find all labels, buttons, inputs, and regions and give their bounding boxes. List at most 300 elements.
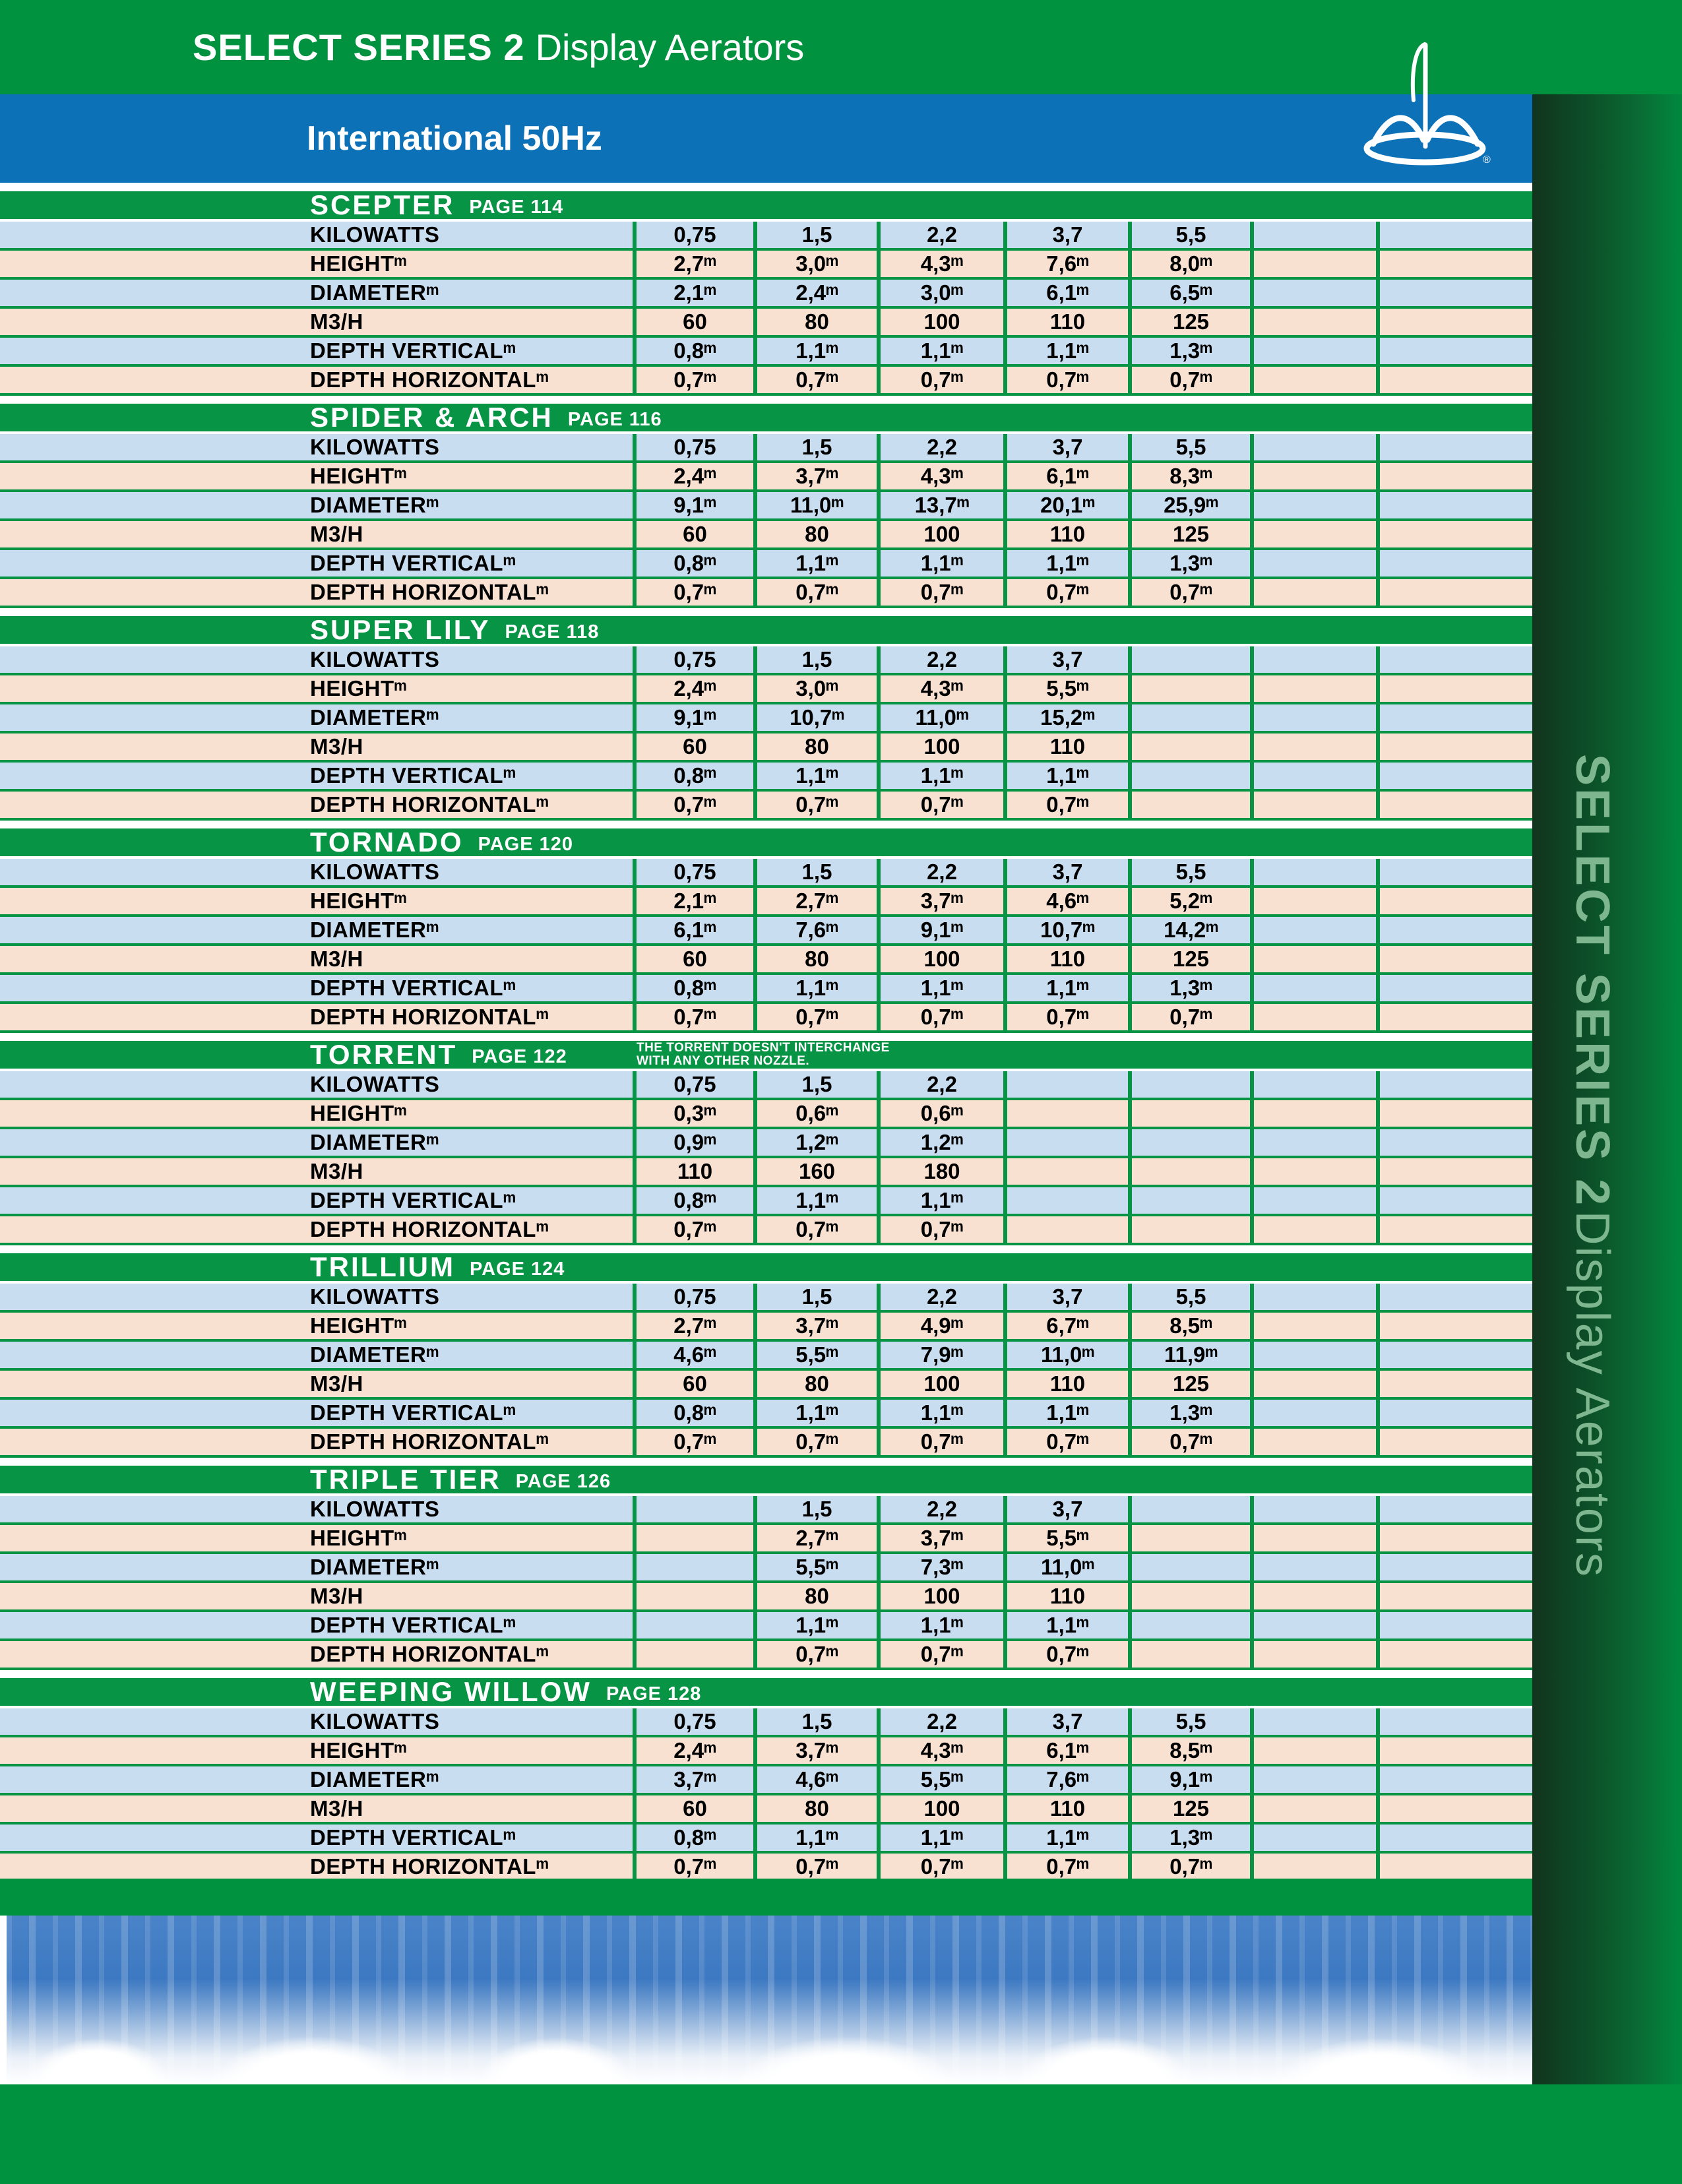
- table-row: [0, 792, 1532, 818]
- section-title: WEEPING WILLOW: [310, 1676, 592, 1707]
- value-cell: [1254, 1187, 1376, 1214]
- row-label: M3/H: [0, 1158, 633, 1185]
- section-triple-tier: [0, 1466, 1532, 1670]
- table-row: [0, 280, 1532, 306]
- value-cell: [1254, 1004, 1376, 1030]
- value-cell: 5,5ᵐ: [1007, 675, 1128, 702]
- value-cell: [1254, 1313, 1376, 1339]
- value-cell: 0,7ᵐ: [637, 1216, 753, 1243]
- value-cell: 9,1ᵐ: [881, 917, 1003, 943]
- table-row: [0, 1612, 1532, 1638]
- value-cell: 1,5: [757, 222, 877, 248]
- value-cell: [1380, 733, 1532, 760]
- value-cell: [637, 1496, 753, 1522]
- table-row: [0, 859, 1532, 885]
- sections: [0, 191, 1532, 1890]
- value-cell: [1380, 434, 1532, 460]
- section-title: TORNADO: [310, 827, 464, 858]
- table-row: [0, 1158, 1532, 1185]
- value-cell: [1254, 1496, 1376, 1522]
- row-label: HEIGHTᵐ: [0, 1100, 633, 1127]
- value-cell: [1132, 1583, 1250, 1609]
- table-row: [0, 1496, 1532, 1522]
- value-cell: 9,1ᵐ: [637, 492, 753, 518]
- value-cell: [1132, 792, 1250, 818]
- row-label: HEIGHTᵐ: [0, 675, 633, 702]
- value-cell: 3,7ᵐ: [757, 1313, 877, 1339]
- value-cell: 80: [757, 946, 877, 972]
- value-cell: 0,8ᵐ: [637, 338, 753, 364]
- value-cell: 7,6ᵐ: [1007, 251, 1128, 277]
- value-cell: 2,7ᵐ: [637, 1313, 753, 1339]
- value-cell: [1254, 975, 1376, 1001]
- value-cell: 0,7ᵐ: [637, 579, 753, 606]
- row-label: M3/H: [0, 1583, 633, 1609]
- value-cell: 100: [881, 521, 1003, 547]
- value-cell: 2,7ᵐ: [757, 1525, 877, 1551]
- value-cell: 0,7ᵐ: [1132, 367, 1250, 393]
- section-page-label: PAGE 124: [469, 1258, 565, 1280]
- value-cell: 2,4ᵐ: [637, 675, 753, 702]
- table-row: [0, 309, 1532, 335]
- value-cell: 110: [637, 1158, 753, 1185]
- value-cell: 0,7ᵐ: [757, 367, 877, 393]
- section-header: [0, 1041, 1532, 1069]
- value-cell: 6,1ᵐ: [637, 917, 753, 943]
- value-cell: [1380, 1129, 1532, 1156]
- value-cell: [1254, 1429, 1376, 1455]
- page-title-bold: SELECT SERIES 2: [193, 26, 525, 68]
- section-page-label: PAGE 118: [505, 621, 600, 642]
- value-cell: 1,5: [757, 1496, 877, 1522]
- row-label: DEPTH HORIZONTALᵐ: [0, 1004, 633, 1030]
- value-cell: 25,9ᵐ: [1132, 492, 1250, 518]
- value-cell: [1007, 1216, 1128, 1243]
- row-label: DEPTH VERTICALᵐ: [0, 1612, 633, 1638]
- value-cell: [1380, 1795, 1532, 1822]
- value-cell: 2,2: [881, 1496, 1003, 1522]
- value-cell: [1254, 463, 1376, 489]
- value-cell: [1254, 222, 1376, 248]
- table-row: [0, 367, 1532, 393]
- value-cell: 3,7: [1007, 859, 1128, 885]
- row-label: DEPTH HORIZONTALᵐ: [0, 1641, 633, 1668]
- value-cell: 2,4ᵐ: [637, 1737, 753, 1764]
- value-cell: [637, 1641, 753, 1668]
- value-cell: 1,5: [757, 1071, 877, 1098]
- value-cell: 3,7: [1007, 222, 1128, 248]
- value-cell: [637, 1583, 753, 1609]
- value-cell: [1380, 521, 1532, 547]
- row-label: KILOWATTS: [0, 1284, 633, 1310]
- value-cell: [1132, 1158, 1250, 1185]
- value-cell: [1254, 280, 1376, 306]
- value-cell: [1380, 1158, 1532, 1185]
- value-cell: 1,1ᵐ: [881, 338, 1003, 364]
- value-cell: 0,7ᵐ: [757, 1429, 877, 1455]
- section-super-lily: [0, 616, 1532, 821]
- value-cell: 0,7ᵐ: [757, 579, 877, 606]
- section-page-label: PAGE 114: [469, 196, 564, 218]
- value-cell: 110: [1007, 733, 1128, 760]
- value-cell: 0,75: [637, 1284, 753, 1310]
- value-cell: [1254, 1825, 1376, 1851]
- value-cell: 0,8ᵐ: [637, 763, 753, 789]
- row-label: DEPTH VERTICALᵐ: [0, 1825, 633, 1851]
- value-cell: [1380, 792, 1532, 818]
- table-row: [0, 1825, 1532, 1851]
- value-cell: 3,0ᵐ: [757, 251, 877, 277]
- water-spray-foam: [7, 1979, 1532, 2084]
- value-cell: 1,1ᵐ: [757, 1825, 877, 1851]
- table-row: [0, 1525, 1532, 1551]
- value-cell: [1132, 1216, 1250, 1243]
- row-label: HEIGHTᵐ: [0, 1737, 633, 1764]
- table-row: [0, 917, 1532, 943]
- row-label: DEPTH VERTICALᵐ: [0, 1400, 633, 1426]
- value-cell: [1380, 251, 1532, 277]
- value-cell: 10,7ᵐ: [1007, 917, 1128, 943]
- value-cell: [1254, 1400, 1376, 1426]
- value-cell: 80: [757, 1583, 877, 1609]
- value-cell: 5,5: [1132, 1708, 1250, 1735]
- value-cell: 1,2ᵐ: [757, 1129, 877, 1156]
- value-cell: 5,5: [1132, 222, 1250, 248]
- value-cell: [1254, 251, 1376, 277]
- value-cell: 0,7ᵐ: [757, 1004, 877, 1030]
- value-cell: 0,7ᵐ: [637, 367, 753, 393]
- value-cell: 1,1ᵐ: [757, 1187, 877, 1214]
- value-cell: [1254, 733, 1376, 760]
- value-cell: 5,5ᵐ: [1007, 1525, 1128, 1551]
- section-tornado: [0, 828, 1532, 1033]
- table-row: [0, 1342, 1532, 1368]
- value-cell: 110: [1007, 1795, 1128, 1822]
- value-cell: 0,7ᵐ: [757, 1216, 877, 1243]
- value-cell: 60: [637, 1795, 753, 1822]
- value-cell: [1254, 367, 1376, 393]
- value-cell: [1380, 1004, 1532, 1030]
- value-cell: 0,7ᵐ: [881, 579, 1003, 606]
- table-row: [0, 1071, 1532, 1098]
- value-cell: 3,0ᵐ: [757, 675, 877, 702]
- value-cell: 160: [757, 1158, 877, 1185]
- value-cell: 2,4ᵐ: [757, 280, 877, 306]
- value-cell: 1,1ᵐ: [881, 550, 1003, 577]
- value-cell: 0,7ᵐ: [1007, 792, 1128, 818]
- value-cell: 14,2ᵐ: [1132, 917, 1250, 943]
- value-cell: 1,5: [757, 1284, 877, 1310]
- value-cell: 7,9ᵐ: [881, 1342, 1003, 1368]
- value-cell: [1380, 367, 1532, 393]
- section-title: TORRENT: [310, 1039, 458, 1070]
- table-row: [0, 338, 1532, 364]
- value-cell: 5,5ᵐ: [757, 1342, 877, 1368]
- row-label: DEPTH VERTICALᵐ: [0, 338, 633, 364]
- value-cell: 60: [637, 733, 753, 760]
- section-header: [0, 616, 1532, 644]
- value-cell: [1254, 1583, 1376, 1609]
- section-table: [0, 222, 1532, 396]
- value-cell: 7,6ᵐ: [1007, 1766, 1128, 1793]
- value-cell: 1,3ᵐ: [1132, 1825, 1250, 1851]
- table-row: [0, 1737, 1532, 1764]
- value-cell: 1,1ᵐ: [881, 1400, 1003, 1426]
- row-label: DEPTH VERTICALᵐ: [0, 550, 633, 577]
- page-footer: [0, 2084, 1682, 2184]
- value-cell: 2,2: [881, 222, 1003, 248]
- value-cell: 0,7ᵐ: [1007, 1004, 1128, 1030]
- value-cell: 1,3ᵐ: [1132, 338, 1250, 364]
- value-cell: [1254, 579, 1376, 606]
- row-label: M3/H: [0, 1371, 633, 1397]
- value-cell: 20,1ᵐ: [1007, 492, 1128, 518]
- table-row: [0, 550, 1532, 577]
- value-cell: 5,5: [1132, 859, 1250, 885]
- value-cell: [1380, 1313, 1532, 1339]
- value-cell: [1380, 1766, 1532, 1793]
- value-cell: 1,1ᵐ: [1007, 1400, 1128, 1426]
- row-label: HEIGHTᵐ: [0, 463, 633, 489]
- value-cell: 3,7: [1007, 1708, 1128, 1735]
- row-label: M3/H: [0, 1795, 633, 1822]
- value-cell: 3,0ᵐ: [881, 280, 1003, 306]
- value-cell: 5,5: [1132, 434, 1250, 460]
- value-cell: 1,1ᵐ: [1007, 763, 1128, 789]
- table-row: [0, 251, 1532, 277]
- row-label: M3/H: [0, 309, 633, 335]
- value-cell: 7,6ᵐ: [757, 917, 877, 943]
- value-cell: 3,7ᵐ: [757, 1737, 877, 1764]
- value-cell: [1380, 1371, 1532, 1397]
- value-cell: 1,1ᵐ: [1007, 550, 1128, 577]
- value-cell: 80: [757, 1795, 877, 1822]
- value-cell: 0,75: [637, 434, 753, 460]
- value-cell: 2,4ᵐ: [637, 463, 753, 489]
- value-cell: 4,3ᵐ: [881, 675, 1003, 702]
- table-row: [0, 1129, 1532, 1156]
- value-cell: [1380, 1641, 1532, 1668]
- value-cell: [1254, 492, 1376, 518]
- row-label: DEPTH HORIZONTALᵐ: [0, 1854, 633, 1880]
- value-cell: 4,9ᵐ: [881, 1313, 1003, 1339]
- section-title: SPIDER & ARCH: [310, 402, 553, 433]
- value-cell: 1,1ᵐ: [1007, 975, 1128, 1001]
- row-label: DIAMETERᵐ: [0, 1129, 633, 1156]
- value-cell: [1254, 1071, 1376, 1098]
- value-cell: 80: [757, 1371, 877, 1397]
- value-cell: 3,7ᵐ: [757, 463, 877, 489]
- value-cell: 110: [1007, 309, 1128, 335]
- value-cell: 5,5ᵐ: [757, 1554, 877, 1580]
- value-cell: [1254, 1737, 1376, 1764]
- sidebar-text-bold: SELECT SERIES 2: [1566, 754, 1619, 1208]
- value-cell: [1132, 733, 1250, 760]
- value-cell: [1132, 675, 1250, 702]
- value-cell: [1132, 646, 1250, 673]
- value-cell: 0,7ᵐ: [757, 1854, 877, 1880]
- value-cell: 100: [881, 946, 1003, 972]
- value-cell: 11,0ᵐ: [1007, 1342, 1128, 1368]
- section-header: [0, 404, 1532, 431]
- value-cell: 0,7ᵐ: [637, 1854, 753, 1880]
- value-cell: 5,2ᵐ: [1132, 888, 1250, 914]
- value-cell: [1254, 550, 1376, 577]
- value-cell: 0,75: [637, 646, 753, 673]
- value-cell: 1,5: [757, 1708, 877, 1735]
- value-cell: [1380, 1854, 1532, 1880]
- row-label: DEPTH VERTICALᵐ: [0, 763, 633, 789]
- value-cell: [1380, 1496, 1532, 1522]
- value-cell: 6,1ᵐ: [1007, 463, 1128, 489]
- value-cell: 0,75: [637, 222, 753, 248]
- value-cell: 125: [1132, 309, 1250, 335]
- row-label: KILOWATTS: [0, 1708, 633, 1735]
- value-cell: 4,3ᵐ: [881, 1737, 1003, 1764]
- table-row: [0, 1854, 1532, 1880]
- row-label: M3/H: [0, 733, 633, 760]
- value-cell: [1254, 1158, 1376, 1185]
- value-cell: 0,8ᵐ: [637, 1400, 753, 1426]
- value-cell: [1254, 859, 1376, 885]
- row-label: DEPTH HORIZONTALᵐ: [0, 579, 633, 606]
- value-cell: 1,1ᵐ: [881, 763, 1003, 789]
- value-cell: [1380, 1284, 1532, 1310]
- value-cell: [1132, 1129, 1250, 1156]
- value-cell: [1380, 1342, 1532, 1368]
- value-cell: 3,7ᵐ: [637, 1766, 753, 1793]
- value-cell: 2,2: [881, 434, 1003, 460]
- value-cell: 2,2: [881, 646, 1003, 673]
- value-cell: [1254, 309, 1376, 335]
- table-row: [0, 1187, 1532, 1214]
- value-cell: 4,3ᵐ: [881, 463, 1003, 489]
- value-cell: [1132, 763, 1250, 789]
- value-cell: [1254, 1766, 1376, 1793]
- value-cell: 1,3ᵐ: [1132, 1400, 1250, 1426]
- value-cell: 60: [637, 309, 753, 335]
- table-row: [0, 521, 1532, 547]
- value-cell: 1,1ᵐ: [1007, 338, 1128, 364]
- value-cell: [1380, 463, 1532, 489]
- value-cell: 0,7ᵐ: [1007, 1641, 1128, 1668]
- value-cell: 2,1ᵐ: [637, 888, 753, 914]
- value-cell: 60: [637, 521, 753, 547]
- value-cell: 0,7ᵐ: [637, 1429, 753, 1455]
- section-scepter: [0, 191, 1532, 396]
- value-cell: 1,1ᵐ: [881, 975, 1003, 1001]
- value-cell: 3,7: [1007, 434, 1128, 460]
- value-cell: [1380, 1825, 1532, 1851]
- value-cell: [1380, 1737, 1532, 1764]
- value-cell: [1007, 1158, 1128, 1185]
- value-cell: [1132, 704, 1250, 731]
- value-cell: [1380, 1525, 1532, 1551]
- table-row: [0, 222, 1532, 248]
- value-cell: 1,1ᵐ: [1007, 1612, 1128, 1638]
- value-cell: 4,3ᵐ: [881, 251, 1003, 277]
- table-row: [0, 763, 1532, 789]
- value-cell: 125: [1132, 1795, 1250, 1822]
- value-cell: [637, 1525, 753, 1551]
- right-sidebar: [1532, 94, 1682, 2084]
- value-cell: [1132, 1187, 1250, 1214]
- section-page-label: PAGE 126: [515, 1470, 611, 1492]
- value-cell: 5,5: [1132, 1284, 1250, 1310]
- value-cell: 0,7ᵐ: [881, 792, 1003, 818]
- row-label: HEIGHTᵐ: [0, 1313, 633, 1339]
- value-cell: 1,1ᵐ: [1007, 1825, 1128, 1851]
- row-label: HEIGHTᵐ: [0, 251, 633, 277]
- value-cell: 1,1ᵐ: [757, 763, 877, 789]
- table-row: [0, 579, 1532, 606]
- value-cell: 2,2: [881, 1708, 1003, 1735]
- value-cell: 0,7ᵐ: [757, 1641, 877, 1668]
- section-weeping-willow: [0, 1678, 1532, 1883]
- value-cell: [1380, 338, 1532, 364]
- section-table: [0, 1071, 1532, 1245]
- value-cell: [1254, 1795, 1376, 1822]
- value-cell: 1,1ᵐ: [881, 1612, 1003, 1638]
- value-cell: 0,7ᵐ: [1007, 367, 1128, 393]
- value-cell: 5,5ᵐ: [881, 1766, 1003, 1793]
- value-cell: 60: [637, 946, 753, 972]
- value-cell: 0,7ᵐ: [757, 792, 877, 818]
- value-cell: 1,5: [757, 859, 877, 885]
- value-cell: 13,7ᵐ: [881, 492, 1003, 518]
- row-label: KILOWATTS: [0, 1071, 633, 1098]
- section-header: [0, 1466, 1532, 1493]
- value-cell: 100: [881, 733, 1003, 760]
- value-cell: [1380, 1554, 1532, 1580]
- value-cell: [1380, 1429, 1532, 1455]
- value-cell: 4,6ᵐ: [637, 1342, 753, 1368]
- value-cell: [1380, 859, 1532, 885]
- value-cell: [1007, 1187, 1128, 1214]
- value-cell: 3,7ᵐ: [881, 888, 1003, 914]
- value-cell: [1380, 888, 1532, 914]
- bottom-green-band: [0, 1879, 1532, 1916]
- value-cell: [1254, 792, 1376, 818]
- section-note-line1: THE TORRENT DOESN'T INTERCHANGE: [637, 1041, 890, 1055]
- value-cell: 2,2: [881, 1071, 1003, 1098]
- value-cell: [1254, 434, 1376, 460]
- value-cell: [1254, 521, 1376, 547]
- value-cell: [1132, 1100, 1250, 1127]
- value-cell: 0,6ᵐ: [881, 1100, 1003, 1127]
- section-note-line2: WITH ANY OTHER NOZZLE.: [637, 1054, 810, 1068]
- value-cell: 11,0ᵐ: [757, 492, 877, 518]
- row-label: DIAMETERᵐ: [0, 917, 633, 943]
- value-cell: 0,7ᵐ: [1132, 1004, 1250, 1030]
- value-cell: 15,2ᵐ: [1007, 704, 1128, 731]
- table-row: [0, 704, 1532, 731]
- value-cell: [1254, 1554, 1376, 1580]
- table-row: [0, 975, 1532, 1001]
- value-cell: [1132, 1554, 1250, 1580]
- value-cell: 0,7ᵐ: [1132, 1429, 1250, 1455]
- value-cell: 180: [881, 1158, 1003, 1185]
- table-row: [0, 1371, 1532, 1397]
- row-label: DIAMETERᵐ: [0, 704, 633, 731]
- value-cell: 0,7ᵐ: [881, 1004, 1003, 1030]
- value-cell: [1254, 917, 1376, 943]
- value-cell: [1380, 579, 1532, 606]
- table-row: [0, 1100, 1532, 1127]
- value-cell: 2,1ᵐ: [637, 280, 753, 306]
- table-row: [0, 1554, 1532, 1580]
- value-cell: 0,8ᵐ: [637, 1825, 753, 1851]
